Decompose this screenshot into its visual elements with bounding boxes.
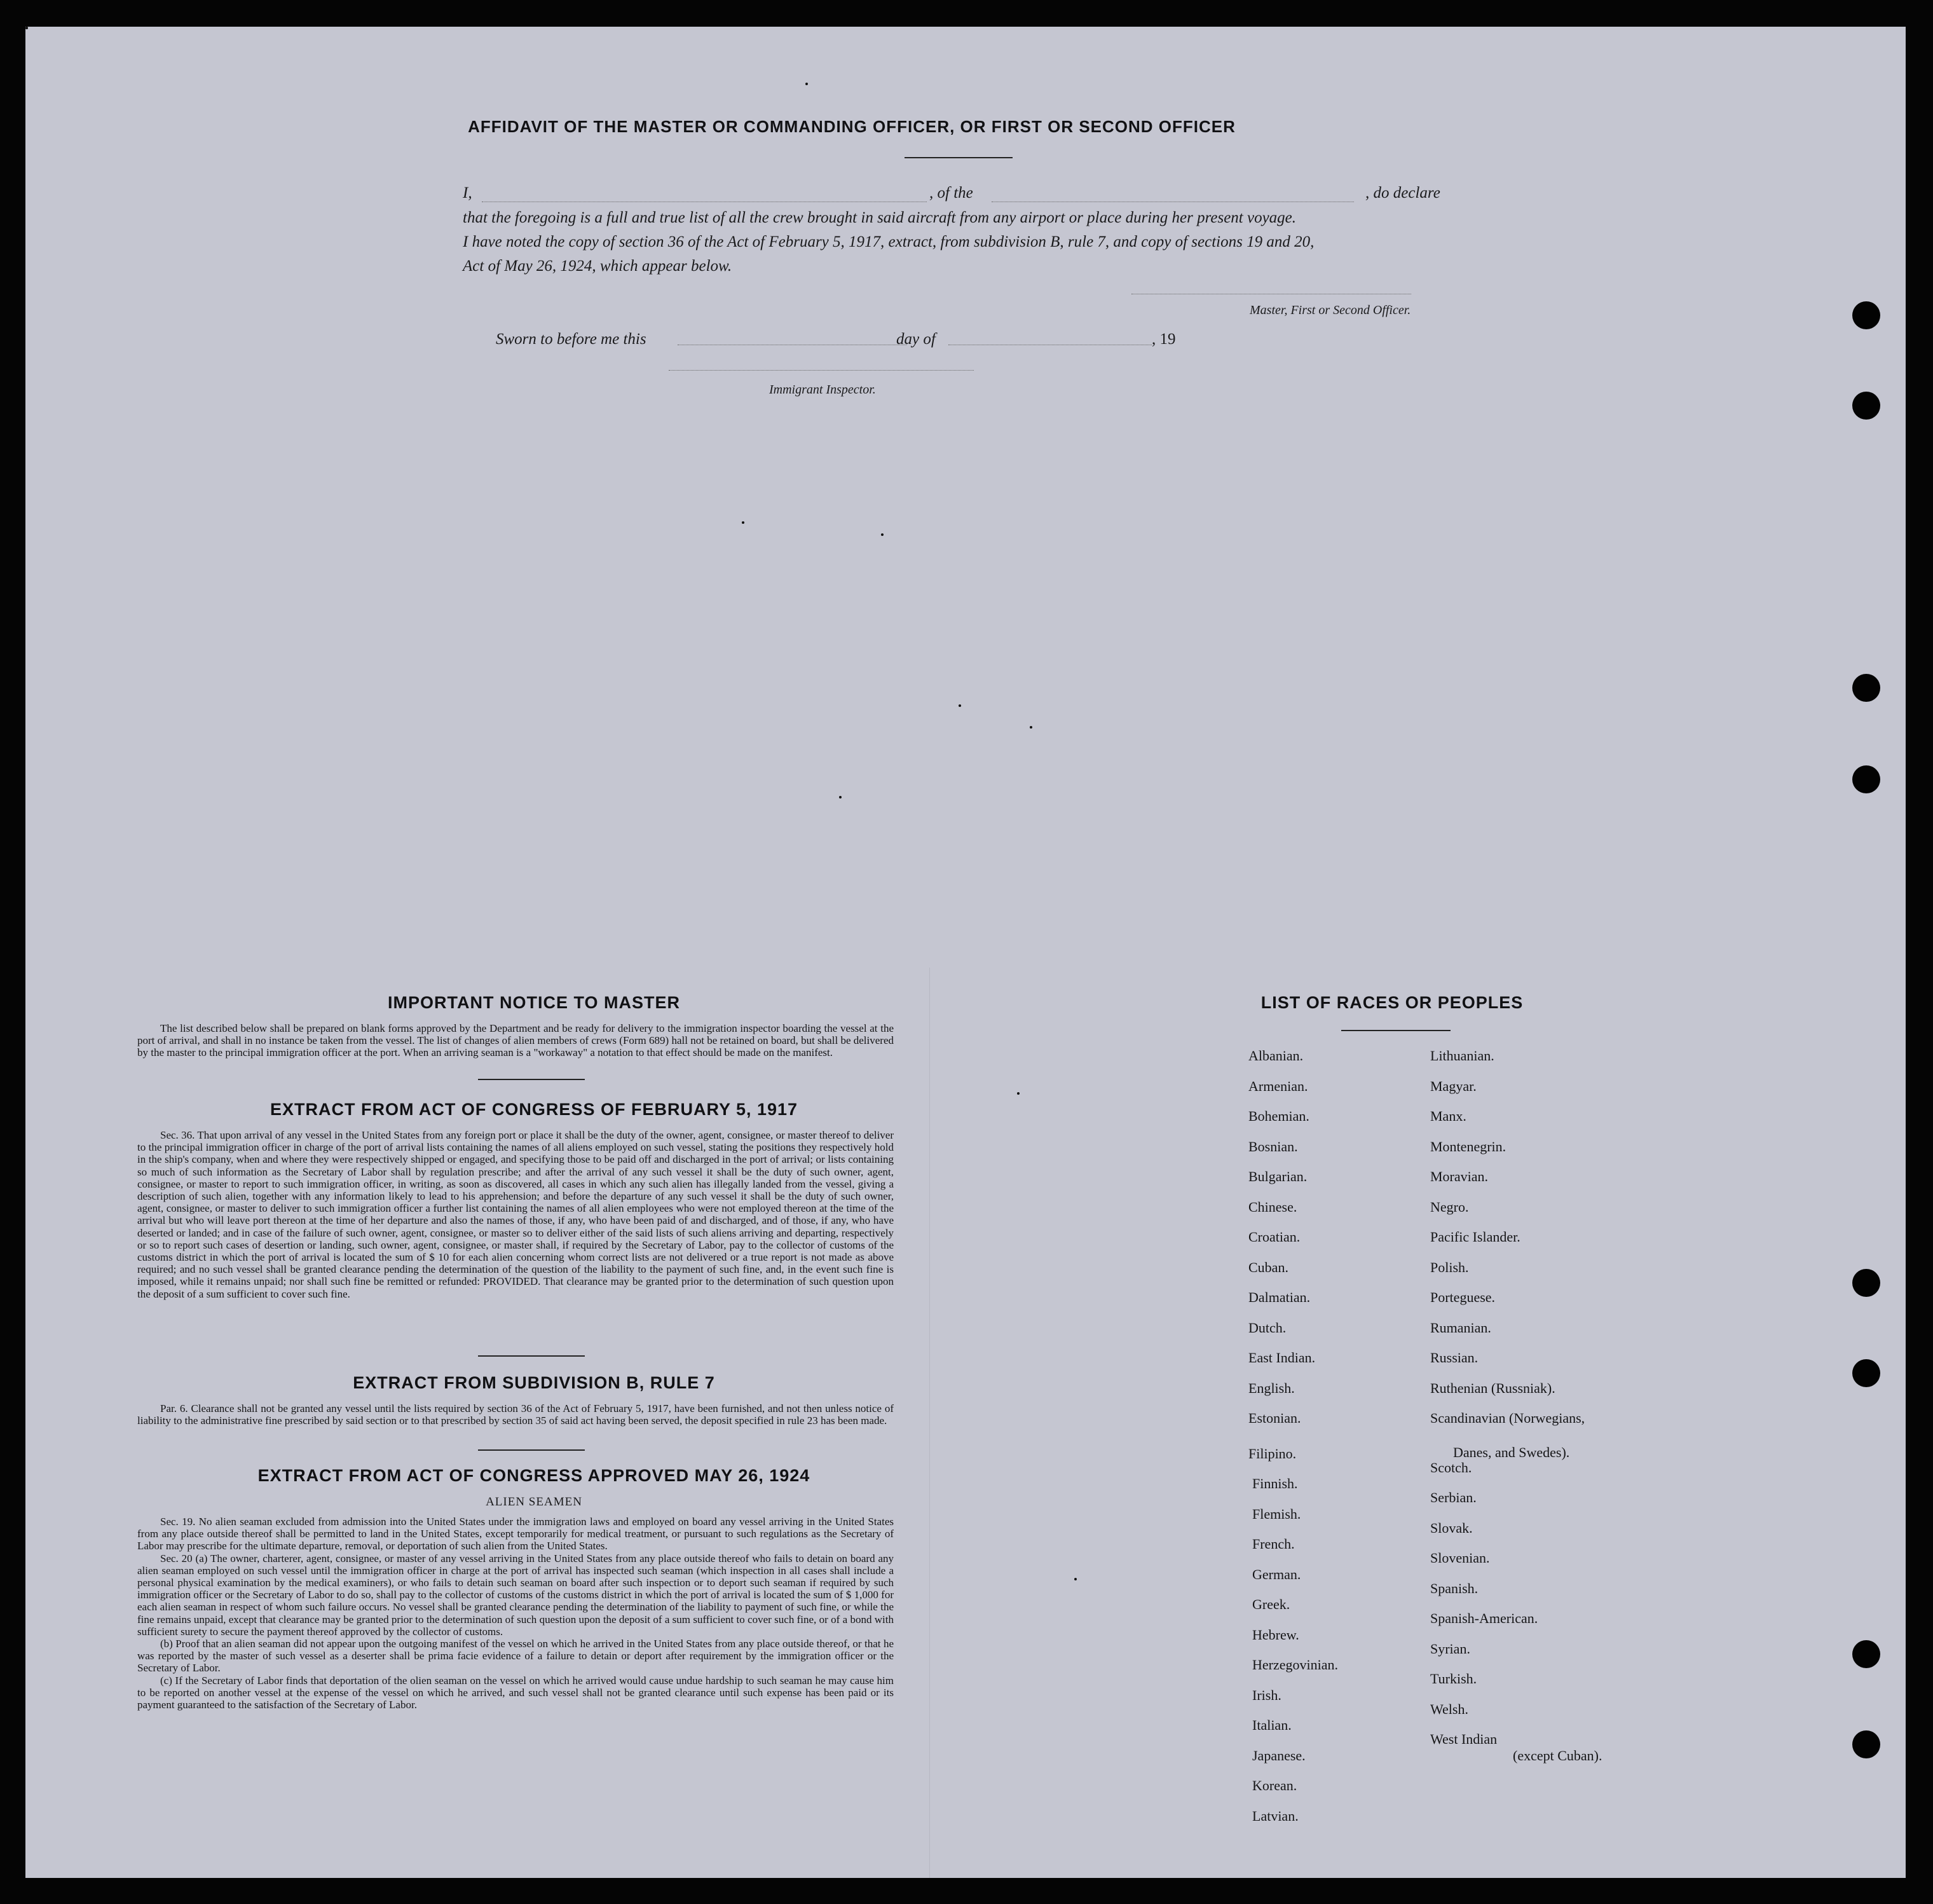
race-item: Bulgarian. [1248, 1168, 1308, 1184]
race-item: Filipino. [1248, 1445, 1297, 1462]
race-item: Porteguese. [1430, 1289, 1496, 1305]
binder-hole [1852, 1640, 1880, 1668]
race-item: Slovak. [1430, 1519, 1473, 1536]
race-item: Dalmatian. [1248, 1289, 1311, 1305]
race-item: Montenegrin. [1430, 1138, 1506, 1154]
binder-hole [1852, 765, 1880, 793]
race-item: Albanian. [1248, 1048, 1304, 1064]
race-item: Pacific Islander. [1430, 1229, 1520, 1245]
sworn-day-of: day of [896, 331, 936, 348]
race-item: (except Cuban). [1513, 1748, 1602, 1764]
race-item: Cuban. [1248, 1259, 1288, 1275]
affidavit-line-4: Act of May 26, 1924, which appear below. [463, 257, 732, 275]
race-item: English. [1248, 1380, 1295, 1396]
race-item: Russian. [1430, 1350, 1479, 1366]
inspector-signature-field[interactable] [669, 370, 974, 371]
race-item: Spanish-American. [1430, 1610, 1538, 1626]
race-item: Bosnian. [1248, 1138, 1298, 1154]
binder-hole [1852, 301, 1880, 329]
binder-hole [1852, 1269, 1880, 1297]
notice-title: IMPORTANT NOTICE TO MASTER [388, 993, 680, 1012]
binder-hole [1852, 1730, 1880, 1758]
race-item: Moravian. [1430, 1168, 1489, 1184]
race-item: Bohemian. [1248, 1108, 1309, 1124]
sworn-prefix: Sworn to before me this [496, 331, 646, 348]
rule7-title: EXTRACT FROM SUBDIVISION B, RULE 7 [353, 1373, 715, 1392]
officer-signature-caption: Master, First or Second Officer. [1250, 303, 1411, 317]
race-item: Slovenian. [1430, 1550, 1490, 1566]
race-item: Scandinavian (Norwegians, [1430, 1410, 1585, 1426]
document-page [25, 27, 1906, 1878]
race-item: Ruthenian (Russniak). [1430, 1380, 1555, 1396]
affidavit-declare: , do declare [1365, 184, 1440, 202]
races-title: LIST OF RACES OR PEOPLES [1260, 993, 1524, 1012]
rule7-text: Par. 6. Clearance shall not be granted any vessel until the lists required by section 36 of the Act of February 5, 1917, have been furnished, and not then unless notice of liability to the administrative fine prescribed by said section or to that prescribed by section 35 of said act having been served, the deposit specified in rule 23 has been made. [137, 1402, 894, 1427]
speck [959, 704, 961, 707]
race-item: Dutch. [1248, 1319, 1287, 1336]
speck [1074, 1578, 1077, 1580]
affidavit-line-i: I, [463, 184, 472, 202]
sworn-year: , 19 [1152, 331, 1176, 348]
race-item: Italian. [1252, 1717, 1292, 1733]
race-item: Manx. [1430, 1108, 1466, 1124]
race-item: Croatian. [1248, 1229, 1301, 1245]
races-title-rule [1341, 1030, 1451, 1031]
race-item: Chinese. [1248, 1198, 1297, 1215]
inspector-caption: Immigrant Inspector. [769, 383, 876, 397]
race-item: Danes, and Swedes). [1453, 1444, 1570, 1460]
race-item: Finnish. [1252, 1476, 1298, 1491]
race-item: Spanish. [1430, 1580, 1479, 1596]
race-item: Flemish. [1252, 1505, 1301, 1522]
race-item: Estonian. [1248, 1410, 1301, 1426]
race-item: Rumanian. [1430, 1319, 1491, 1336]
speck [805, 83, 808, 85]
rule7-rule [478, 1449, 585, 1451]
affidavit-title-rule [905, 157, 1013, 158]
race-item: East Indian. [1248, 1350, 1316, 1366]
binder-hole [1852, 674, 1880, 702]
race-item: Serbian. [1430, 1490, 1477, 1505]
notice-text: The list described below shall be prepared on blank forms approved by the Department and be ready for delivery to the immigration inspector boarding the vessel at the port of arrival, and shall in no instance be taken from the vessel. The list of changes of alien members of crews (Form 689) hall not be retained on board, but shall be delivered by the master to the principal immigration officer at the port. When an arriving seaman is a "workaway" a notation to that effect should be made on the manifest. [137, 1022, 894, 1059]
race-item: German. [1252, 1566, 1301, 1582]
bleed-through-heading [407, 97, 414, 125]
extract-1924-text [137, 1516, 894, 1711]
alien-seamen-subtitle: ALIEN SEAMEN [486, 1495, 582, 1509]
race-item: Irish. [1252, 1687, 1281, 1703]
sec-20b-paragraph: (b) Proof that an alien seaman did not appear upon the outgoing manifest of the vessel on which he arrived in the United States from any place outside thereof, or that he was reported by the master of such vessel as a deserter shall be prima facie evidence of a failure to detain or deport after requirement by the immigration officer or the Secretary of Labor. [137, 1638, 894, 1675]
speck [1017, 1092, 1020, 1095]
race-item: Magyar. [1430, 1078, 1477, 1094]
binder-hole [1852, 1359, 1880, 1387]
speck [742, 521, 744, 524]
race-item: Armenian. [1248, 1078, 1308, 1094]
extract-1917-text: Sec. 36. That upon arrival of any vessel in the United States from any foreign port or place it shall be the duty of the owner, agent, consignee, or master thereof to deliver to the principal immigration officer in charge of the port of arrival lists containing the names of all aliens employed on such vessel, stating the positions they respectively hold in the ship's company, when and where they were respectively shipped or engaged, and specifying those to be paid off and discharged in the port of arrival; or lists containing so much of such information as the Secretary of Labor shall by regulation prescribe; and after the arrival of any such vessel it shall be the duty of such owner, agent, consignee, or master to report to such immigration officer, in writing, as soon as discovered, all cases in which any such alien has illegally landed from the vessel, giving a description of such alien, together with any information likely to lead to his apprehension; and before the departure of any such vessel it shall be the duty of such owner, agent, consignee, or master to deliver to such immigration officer a further list containing the names of all alien employees who were not employed thereon at the time of the arrival but who will leave port thereon at the time of her departure and also the names of those, if any, who have been paid of and discharged, and of those, if any, who have deserted or landed; and in case of the failure of such owner, agent, consignee, or master so to deliver either of the said lists of such aliens arriving and departing, respectively or so to report such cases of desertion or landing, such owner, agent, consignee, or master shall, if required by the Secretary of Labor, pay to the collector of customs of the customs district in which the port of arrival is located the sum of $ 10 for each alien concerning whom correct lists are not delivered or a true report is not made as above required; and no such vessel shall be granted clearance pending the determination of the question of the liability to the payment of such fine, and, in the event such fine is imposed, while it remains unpaid; nor shall such fine be remitted or refunded: PROVIDED. That clearance may be granted prior to the determination of such question upon the deposit of a sum sufficient to cover such fine. [137, 1129, 894, 1300]
sec-20a-paragraph: Sec. 20 (a) The owner, charterer, agent, consignee, or master of any vessel arriving in the United States from any place outside thereof who fails to detain on board any alien seaman employed on such vessel until the immigration officer in charge at the port of arrival has inspected such seaman (which inspection in all cases shall include a personal physical examination by the medical examiners), or who fails to detain such seaman on board after such inspection or to deport such seaman if required by such immigration officer or the Secretary of Labor to do so, shall pay to the collector of customs of the customs district in which the port of arrival is located the sum of $ 1,000 for each alien seaman in respect of whom such failure occurs. No vessel shall be granted clearance pending the determination of the liability to payment of such fine, or while the fine remains unpaid, except that clearance may be granted prior to the determination of such question upon the deposit of a sum sufficient to cover such fine, or of a bond with sufficient surety to secure the payment thereof approved by the collector of customs. [137, 1552, 894, 1638]
paper-fold-line [929, 968, 930, 1878]
race-item: West Indian [1430, 1731, 1498, 1747]
race-item: French. [1252, 1536, 1295, 1552]
race-item: Welsh. [1430, 1701, 1468, 1717]
race-item: Lithuanian. [1430, 1048, 1494, 1064]
sec-19-paragraph: Sec. 19. No alien seaman excluded from admission into the United States under the immigration laws and employed on board any vessel arriving in the United States from any place outside thereof shall be permitted to land in the United States, except temporarily for medical treatment, or pursuant to such regulations as the Secretary of Labor may prescribe for the ultimate departure, removal, or deportation of such alien from the United States. [137, 1516, 894, 1552]
race-item: Latvian. [1252, 1807, 1299, 1824]
notice-rule [478, 1079, 585, 1080]
affidavit-line-3: I have noted the copy of section 36 of the Act of February 5, 1917, extract, from subdivision B, rule 7, and copy of sections 19 and 20, [463, 233, 1315, 250]
race-item: Scotch. [1430, 1459, 1472, 1476]
race-item: Polish. [1430, 1259, 1469, 1275]
race-item: Herzegovinian. [1252, 1657, 1338, 1673]
race-item: Syrian. [1430, 1640, 1470, 1657]
speck [839, 796, 842, 798]
race-item: Negro. [1430, 1198, 1469, 1215]
race-item: Korean. [1252, 1777, 1297, 1793]
race-item: Hebrew. [1252, 1626, 1299, 1643]
affidavit-title: AFFIDAVIT OF THE MASTER OR COMMANDING OFFICER, OR FIRST OR SECOND OFFICER [468, 117, 1236, 136]
extract-1917-rule [478, 1355, 585, 1357]
speck [25, 27, 28, 29]
extract-1924-title: EXTRACT FROM ACT OF CONGRESS APPROVED MAY 26, 1924 [257, 1466, 810, 1485]
race-item: Turkish. [1430, 1671, 1477, 1687]
speck [1030, 726, 1032, 729]
affidavit-line-2: that the foregoing is a full and true list of all the crew brought in said aircraft from any airport or place during her present voyage. [463, 209, 1297, 226]
race-item: Greek. [1252, 1596, 1290, 1612]
sec-20c-paragraph: (c) If the Secretary of Labor finds that deportation of the olien seaman on the vessel on which he arrived would cause undue hardship to such seaman he may cause him to be reported on another vessel at the expense of the vessel on which he arrived, and such vessel shall not be granted clearance until such expense has been paid or its payment guaranteed to the satisfaction of the Secretary of Labor. [137, 1674, 894, 1711]
affidavit-of-the: , of the [929, 184, 973, 202]
extract-1917-title: EXTRACT FROM ACT OF CONGRESS OF FEBRUARY 5, 1917 [270, 1100, 798, 1119]
binder-hole [1852, 392, 1880, 420]
speck [881, 533, 884, 536]
race-item: Japanese. [1252, 1747, 1306, 1764]
